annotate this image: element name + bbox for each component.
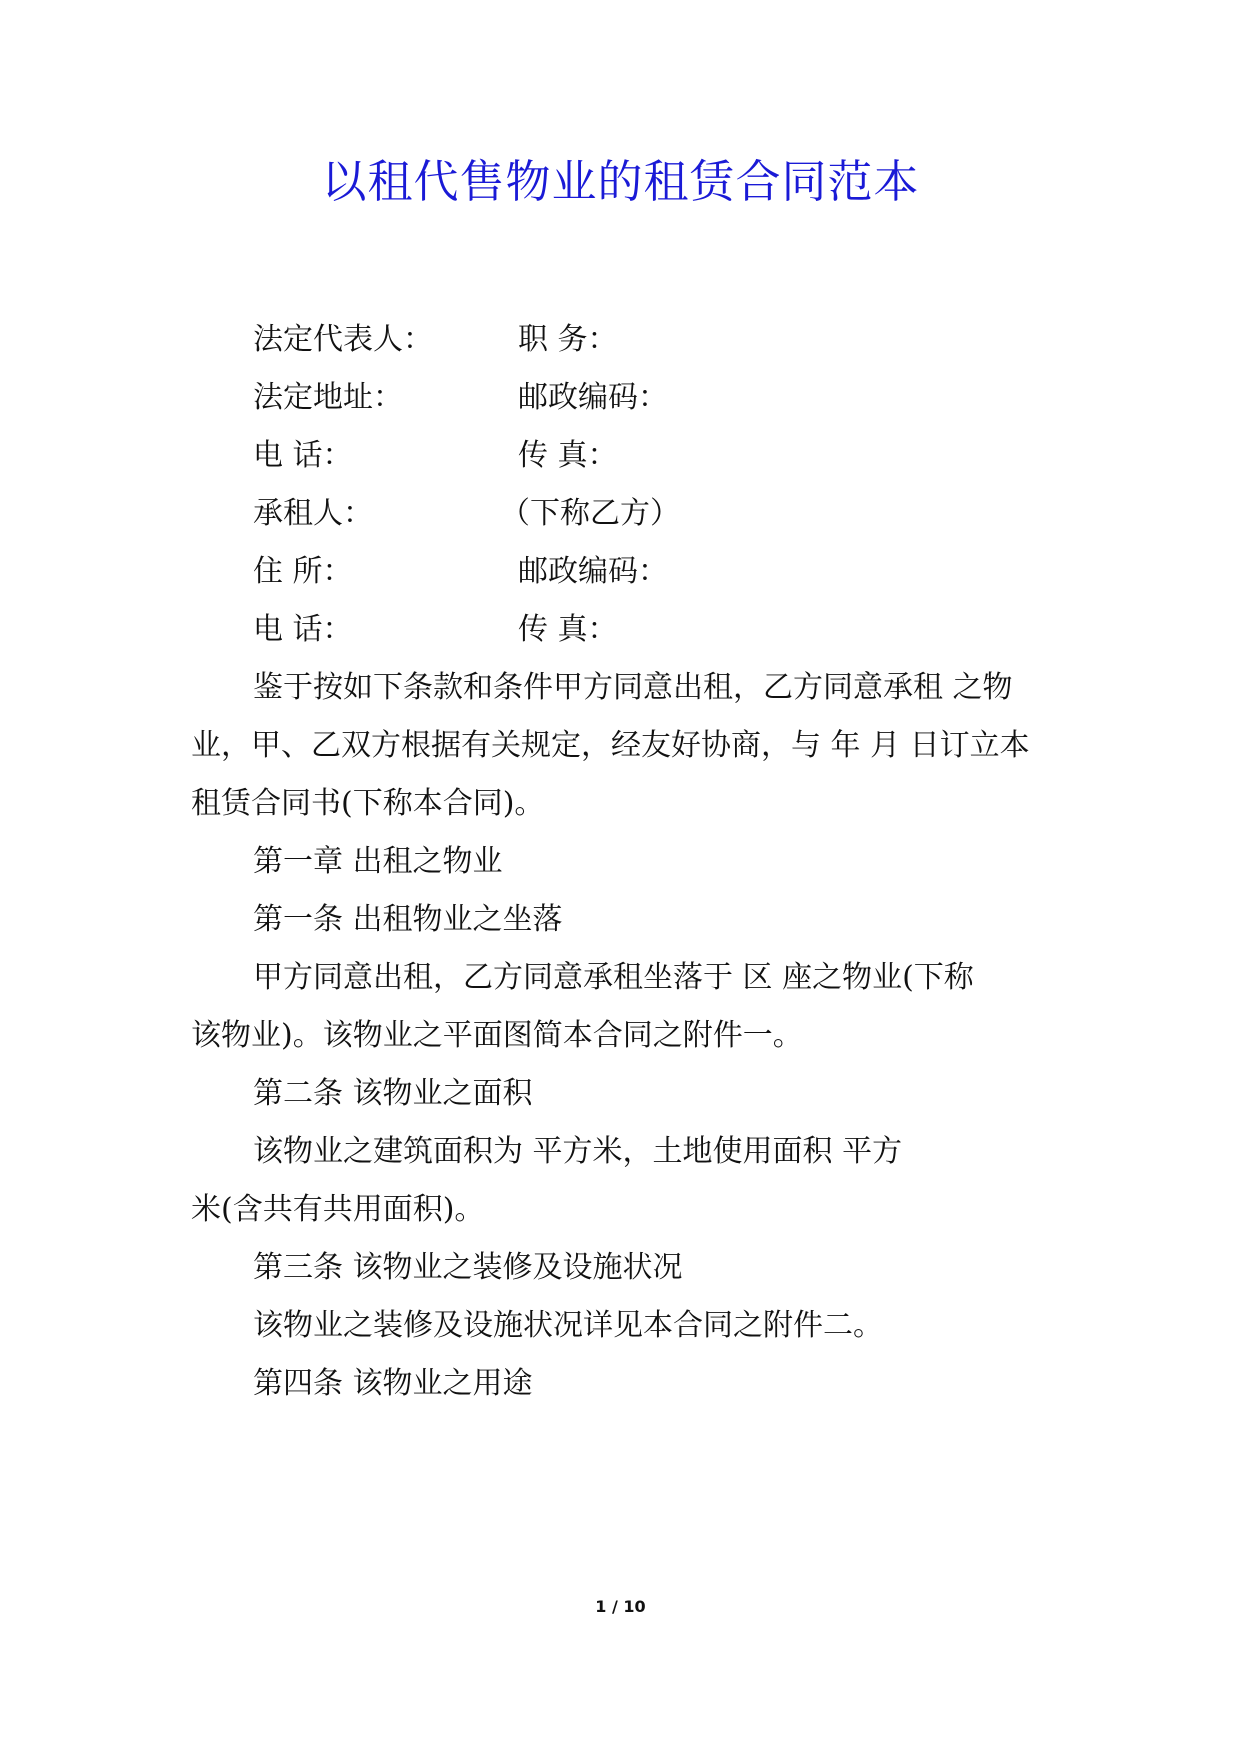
field-label-phone: 电 话：	[253, 438, 353, 473]
field-label-position: 职 务：	[518, 322, 618, 357]
article-heading: 第三条 该物业之装修及设施状况	[253, 1250, 683, 1285]
field-label-lessee: 承租人：	[253, 496, 373, 531]
paragraph-line: 该物业之装修及设施状况详见本合同之附件二。	[253, 1308, 883, 1343]
paragraph-line: 鉴于按如下条款和条件甲方同意出租，乙方同意承租 之物	[253, 670, 1013, 705]
field-label-residence: 住 所：	[253, 554, 353, 589]
field-label-postal-code-2: 邮政编码：	[518, 554, 668, 589]
field-label-party-b-note: （下称乙方）	[500, 496, 680, 531]
paragraph-line: 租赁合同书(下称本合同)。	[191, 786, 545, 821]
field-label-postal-code: 邮政编码：	[518, 380, 668, 415]
article-heading: 第二条 该物业之面积	[253, 1076, 533, 1111]
field-label-fax: 传 真：	[518, 438, 618, 473]
paragraph-line: 该物业)。该物业之平面图简本合同之附件一。	[191, 1018, 803, 1053]
chapter-heading: 第一章 出租之物业	[253, 844, 503, 879]
article-heading: 第四条 该物业之用途	[253, 1366, 533, 1401]
paragraph-line: 米(含共有共用面积)。	[191, 1192, 485, 1227]
page-number: 1 / 10	[595, 1597, 646, 1616]
paragraph-line: 该物业之建筑面积为 平方米，土地使用面积 平方	[253, 1134, 903, 1169]
field-label-legal-address: 法定地址：	[253, 380, 403, 415]
paragraph-line: 业，甲、乙双方根据有关规定，经友好协商，与 年 月 日订立本	[191, 728, 1030, 763]
field-label-phone-2: 电 话：	[253, 612, 353, 647]
document-title: 以租代售物业的租赁合同范本	[321, 155, 920, 208]
field-label-fax-2: 传 真：	[518, 612, 618, 647]
article-heading: 第一条 出租物业之坐落	[253, 902, 563, 937]
field-label-legal-representative: 法定代表人：	[253, 322, 433, 357]
paragraph-line: 甲方同意出租，乙方同意承租坐落于 区 座之物业(下称	[253, 960, 974, 995]
